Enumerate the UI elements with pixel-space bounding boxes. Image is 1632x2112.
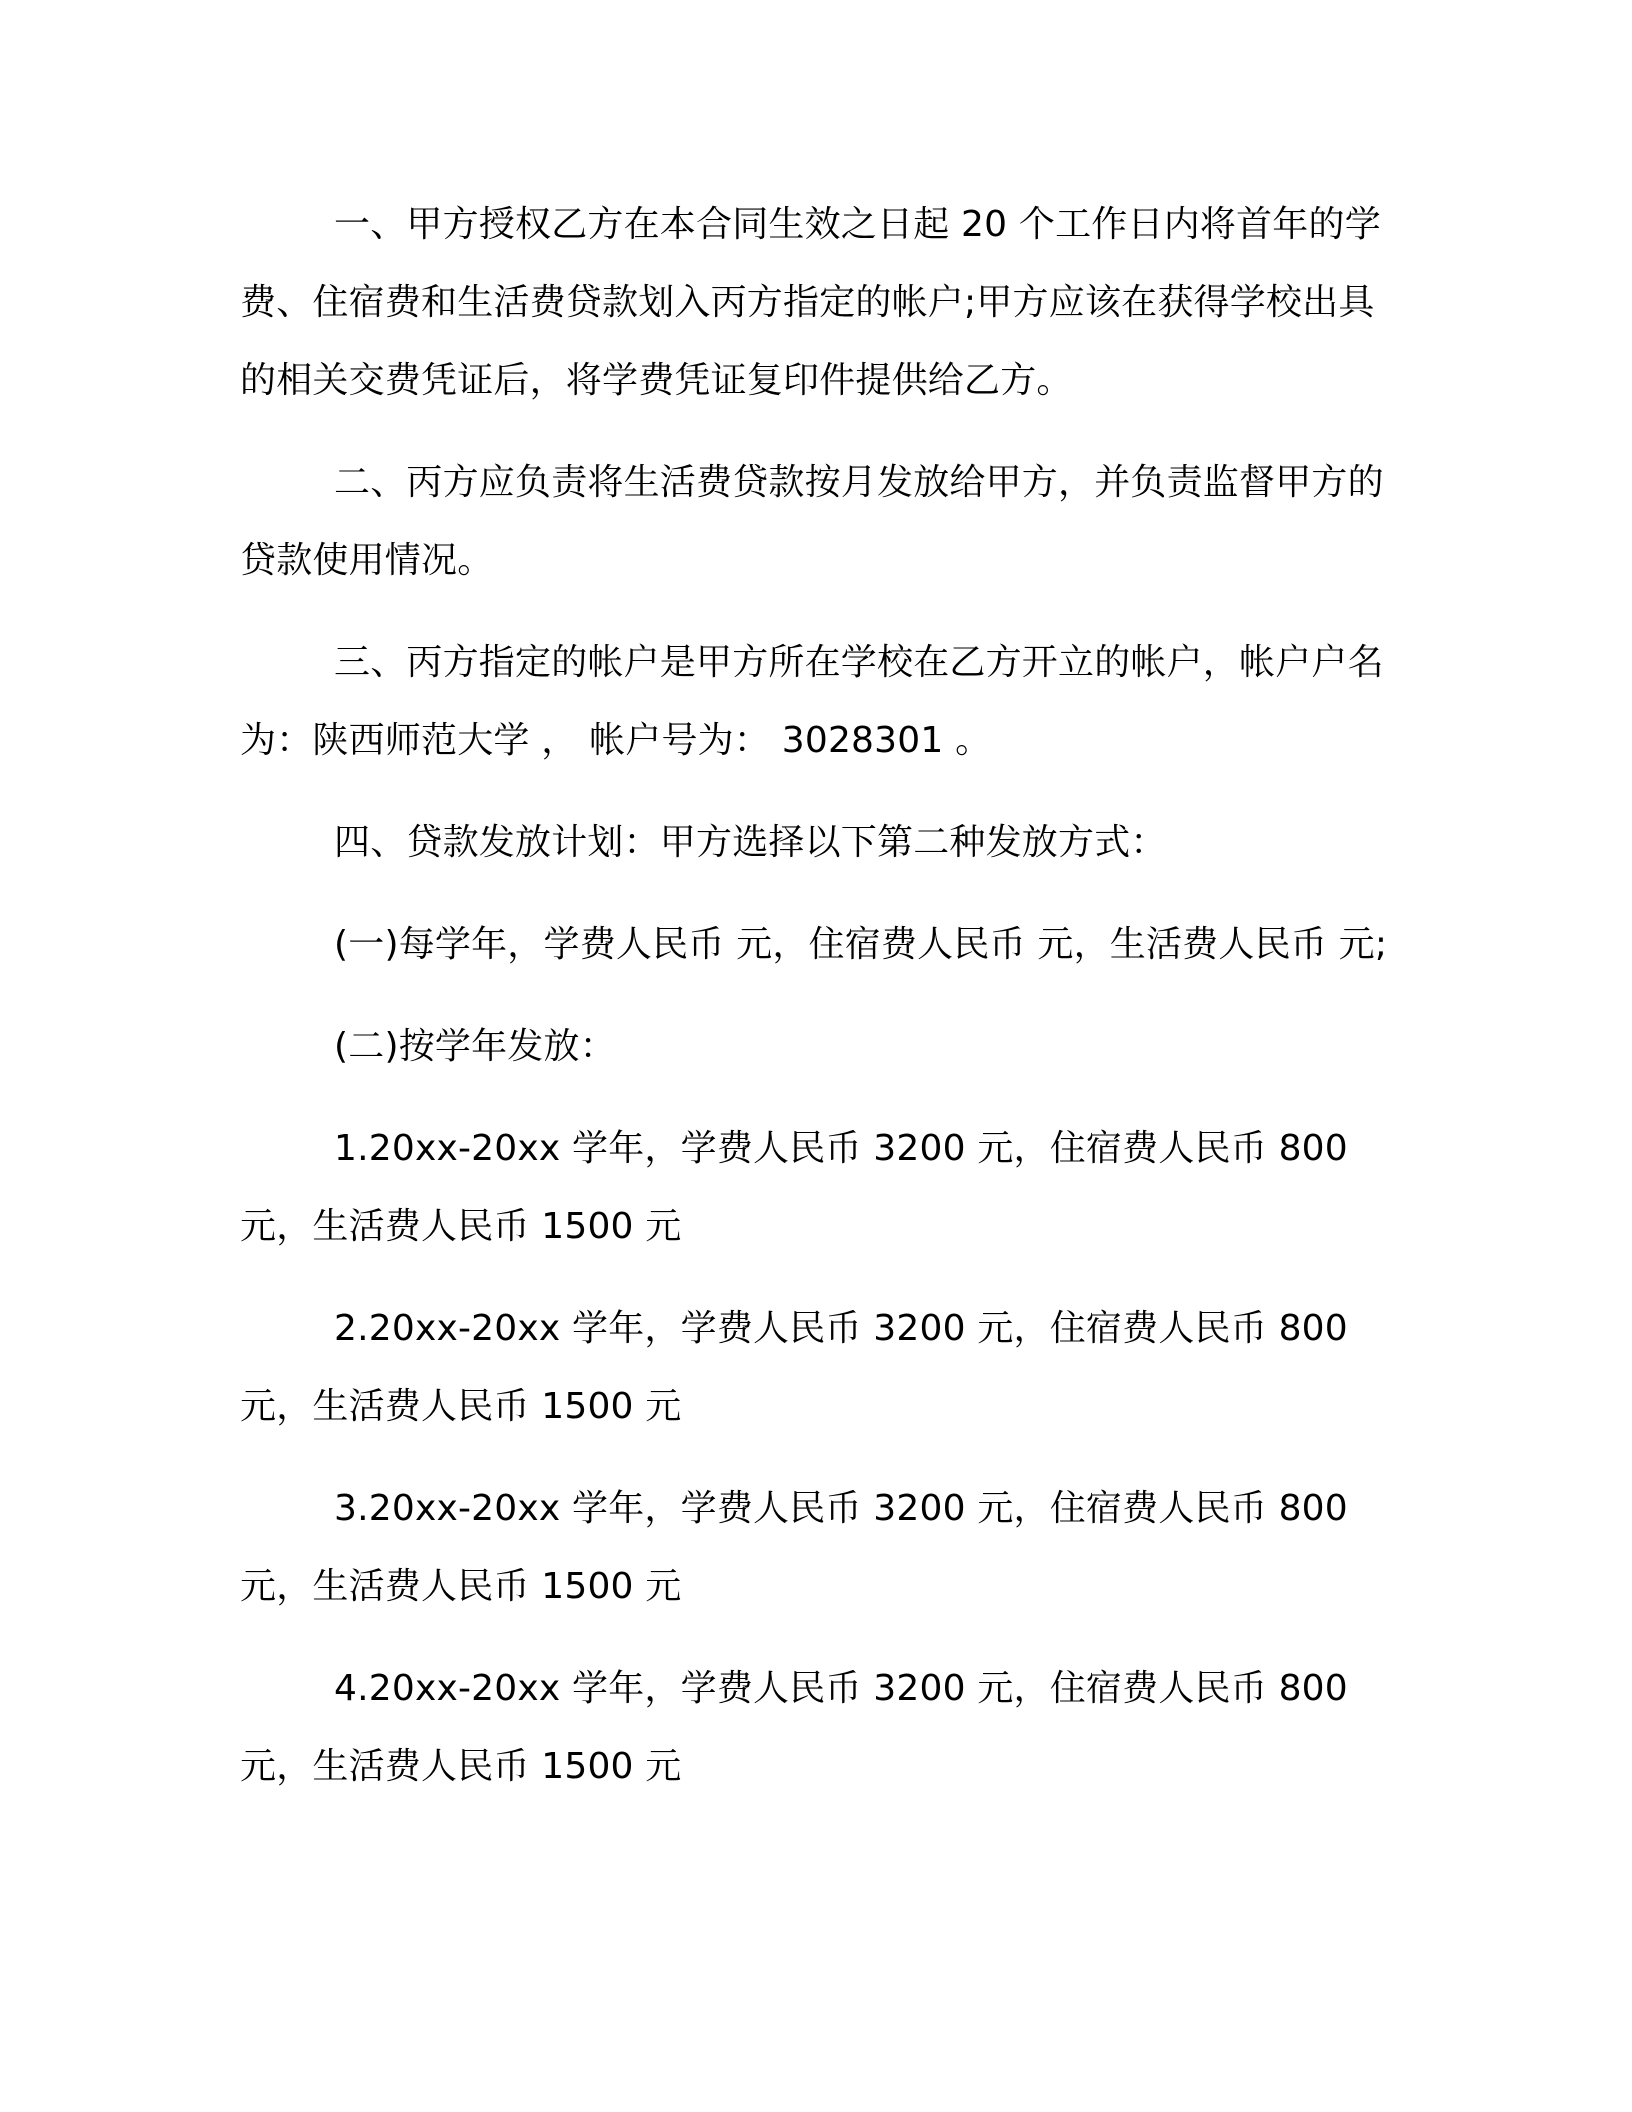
document-body [240,186,1400,1830]
option-1-paragraph: (一)每学年，学费人民币 元，住宿费人民币 元，生活费人民币 元; [334,924,1388,965]
year-2-plan-paragraph: 2.20xx-20xx 学年，学费人民币 3200 元，住宿费人民币 800 元，生活费人民币 1500 元 [240,1308,1348,1427]
clause-4-paragraph: 四、贷款发放计划：甲方选择以下第二种发放方式： [334,822,1167,863]
clause-2-paragraph: 二、丙方应负责将生活费贷款按月发放给甲方，并负责监督甲方的贷款使用情况。 [240,462,1384,581]
year-3-plan-paragraph: 3.20xx-20xx 学年，学费人民币 3200 元，住宿费人民币 800 元，生活费人民币 1500 元 [240,1488,1348,1607]
clause-3-paragraph: 三、丙方指定的帐户是甲方所在学校在乙方开立的帐户，帐户户名为：陕西师范大学 ， 帐户号为： 3028301 。 [240,642,1384,761]
option-2-paragraph: (二)按学年发放： [334,1026,616,1067]
year-4-plan-paragraph: 4.20xx-20xx 学年，学费人民币 3200 元，住宿费人民币 800 元，生活费人民币 1500 元 [240,1668,1348,1787]
year-1-plan-paragraph: 1.20xx-20xx 学年，学费人民币 3200 元，住宿费人民币 800 元，生活费人民币 1500 元 [240,1128,1348,1247]
clause-1-paragraph: 一、甲方授权乙方在本合同生效之日起 20 个工作日内将首年的学费、住宿费和生活费贷款划入丙方指定的帐户;甲方应该在获得学校出具的相关交费凭证后，将学费凭证复印件提供给乙方。 [240,204,1381,401]
